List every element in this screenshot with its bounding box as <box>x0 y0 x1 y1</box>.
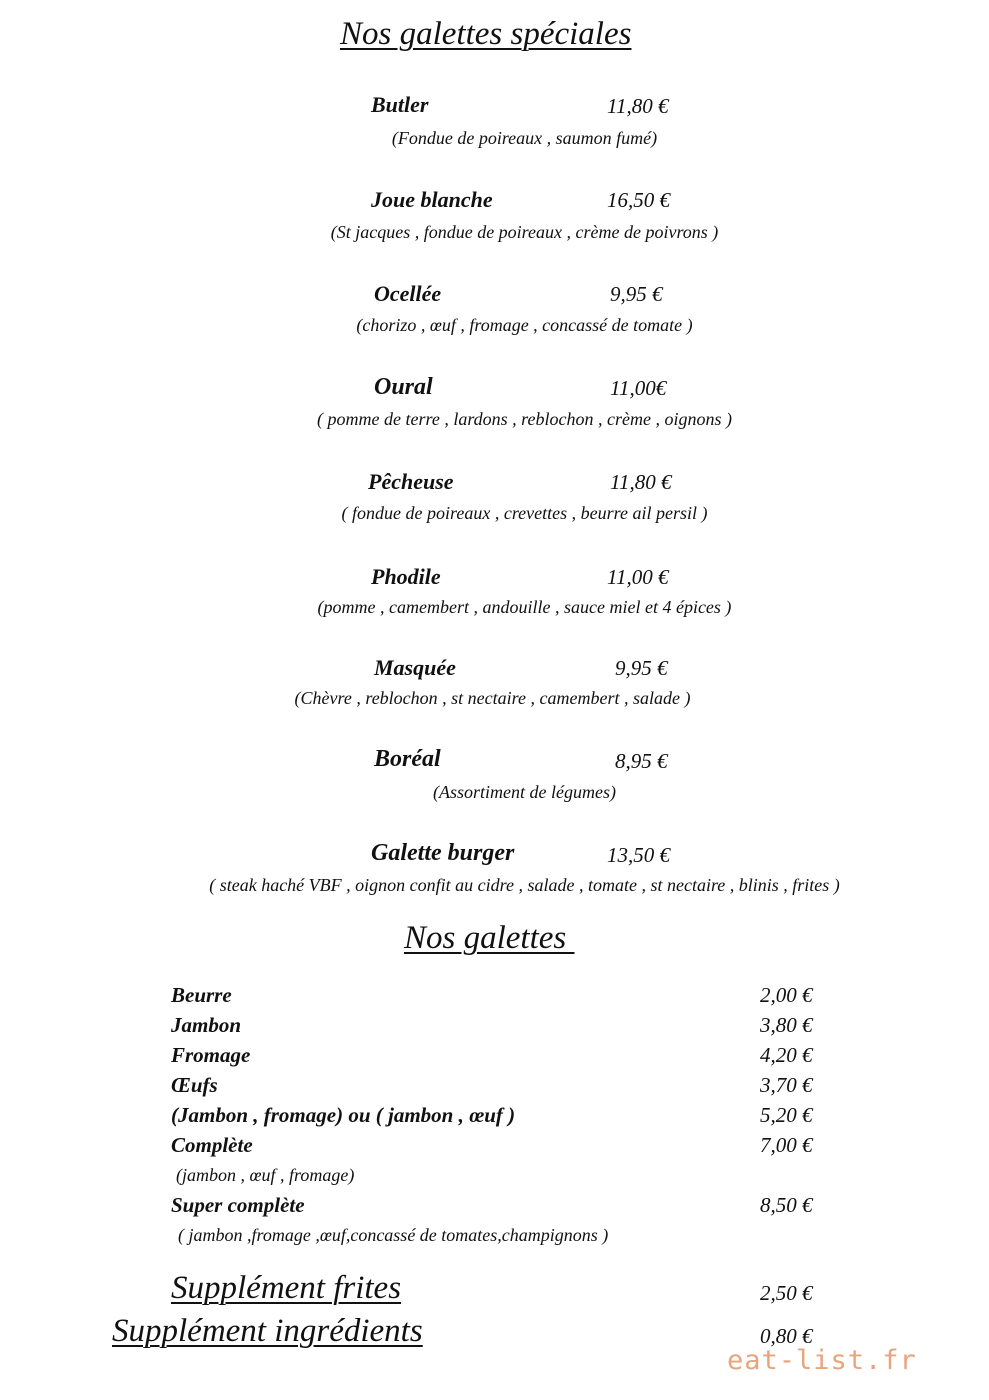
special-name-ocellee: Ocellée <box>374 281 442 306</box>
special-price-boreal: 8,95 € <box>615 749 668 773</box>
special-desc-butler: (Fondue de poireaux , saumon fumé) <box>391 128 658 148</box>
special-desc-galette-burger: ( steak haché VBF , oignon confit au cidre , salade , tomate , st nectaire , blinis , frites ) <box>209 875 840 895</box>
galette-name-jambon-fromage-ou-jambon-oeuf: (Jambon , fromage) ou ( jambon , œuf ) <box>171 1103 516 1127</box>
special-name-masquee: Masquée <box>374 655 456 680</box>
galette-price-jambon-fromage-ou-jambon-oeuf: 5,20 € <box>760 1103 813 1127</box>
galette-name-super-complete: Super complète <box>171 1193 305 1217</box>
galette-price-beurre: 2,00 € <box>760 983 813 1007</box>
special-price-pecheuse: 11,80 € <box>610 470 672 494</box>
special-price-butler: 11,80 € <box>607 94 669 118</box>
galette-desc-complete: (jambon , œuf , fromage) <box>176 1165 355 1185</box>
supplement-ingredients-price: 0,80 € <box>760 1324 813 1348</box>
special-price-joue-blanche: 16,50 € <box>607 188 670 212</box>
galette-name-jambon: Jambon <box>171 1013 242 1037</box>
galette-price-fromage: 4,20 € <box>760 1043 813 1067</box>
special-desc-phodile: (pomme , camembert , andouille , sauce miel et 4 épices ) <box>317 597 732 617</box>
special-price-oural: 11,00€ <box>610 376 667 400</box>
specials-title: Nos galettes spéciales <box>340 16 632 52</box>
special-name-joue-blanche: Joue blanche <box>371 187 493 212</box>
special-name-phodile: Phodile <box>371 564 441 589</box>
special-desc-oural: ( pomme de terre , lardons , reblochon , crème , oignons ) <box>317 409 732 429</box>
special-name-pecheuse: Pêcheuse <box>368 469 454 494</box>
special-name-galette-burger: Galette burger <box>371 840 515 866</box>
special-price-masquee: 9,95 € <box>615 656 668 680</box>
special-price-phodile: 11,00 € <box>607 565 669 589</box>
special-name-oural: Oural <box>374 374 433 400</box>
galette-name-fromage: Fromage <box>171 1043 251 1067</box>
special-desc-joue-blanche: (St jacques , fondue de poireaux , crème de poivrons ) <box>330 222 719 242</box>
galette-desc-super-complete: ( jambon ,fromage ,œuf,concassé de tomates,champignons ) <box>178 1225 609 1245</box>
galette-name-beurre: Beurre <box>171 983 232 1007</box>
special-desc-pecheuse: ( fondue de poireaux , crevettes , beurre ail persil ) <box>341 503 708 523</box>
galettes-title: Nos galettes <box>404 920 575 956</box>
special-desc-ocellee: (chorizo , œuf , fromage , concassé de tomate ) <box>356 315 693 335</box>
special-desc-masquee: (Chèvre , reblochon , st nectaire , camembert , salade ) <box>294 688 691 708</box>
special-desc-boreal: (Assortiment de légumes) <box>433 782 616 802</box>
special-name-boreal: Boréal <box>374 746 441 772</box>
supplement-frites-label: Supplément frites <box>171 1270 402 1306</box>
special-price-galette-burger: 13,50 € <box>607 843 670 867</box>
galette-price-complete: 7,00 € <box>760 1133 813 1157</box>
galette-price-oeufs: 3,70 € <box>760 1073 813 1097</box>
galette-name-oeufs: Œufs <box>171 1073 218 1097</box>
galette-name-complete: Complète <box>171 1133 253 1157</box>
special-price-ocellee: 9,95 € <box>610 282 663 306</box>
watermark-text: eat-list.fr <box>727 1345 917 1376</box>
galette-price-jambon: 3,80 € <box>760 1013 813 1037</box>
supplement-frites-price: 2,50 € <box>760 1281 813 1305</box>
galette-price-super-complete: 8,50 € <box>760 1193 813 1217</box>
supplement-ingredients-label: Supplément ingrédients <box>112 1313 423 1349</box>
special-name-butler: Butler <box>371 92 429 117</box>
